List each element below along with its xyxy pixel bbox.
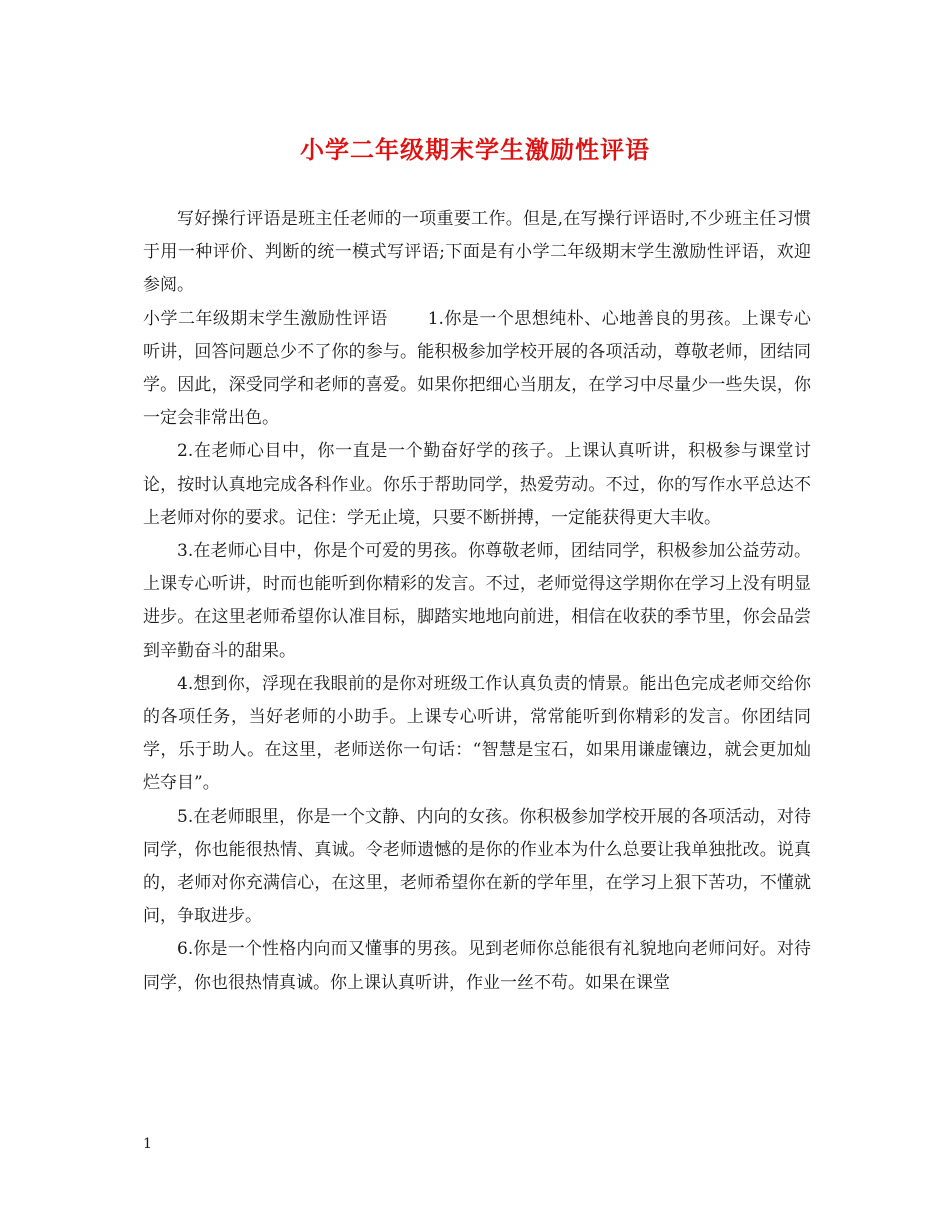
document-body <box>143 203 811 1000</box>
page-number: 1 <box>143 1136 152 1152</box>
comment-4: 4.想到你，浮现在我眼前的是你对班级工作认真负责的情景。能出色完成老师交给你的各项任务，当好老师的小助手。上课专心听讲，常常能听到你精彩的发言。你团结同学，乐于助人。在这里，老师送你一句话：“智慧是宝石，如果用谦虚镶边，就会更加灿烂夺目”。 <box>143 673 811 794</box>
comment-1: 1.你是一个思想纯朴、心地善良的男孩。上课专心听讲，回答问题总少不了你的参与。能积极参加学校开展的各项活动，尊敬老师，团结同学。因此，深受同学和老师的喜爱。如果你把细心当朋友，在学习中尽量少一些失误，你一定会非常出色。 <box>143 308 812 429</box>
first-comment-paragraph <box>143 303 811 436</box>
comment-6: 6.你是一个性格内向而又懂事的男孩。见到老师你总能很有礼貌地向老师问好。对待同学，你也很热情真诚。你上课认真听讲，作业一丝不苟。如果在课堂 <box>143 939 811 993</box>
document-title: 小学二年级期末学生激励性评语 <box>300 135 650 164</box>
comment-3: 3.在老师心目中，你是个可爱的男孩。你尊敬老师，团结同学，积极参加公益劳动。上课专心听讲，时而也能听到你精彩的发言。不过，老师觉得这学期你在学习上没有明显进步。在这里老师希望你认准目标，脚踏实地地向前进，相信在收获的季节里，你会品尝到辛勤奋斗的甜果。 <box>143 541 811 661</box>
comment-2: 2.在老师心目中，你一直是一个勤奋好学的孩子。上课认真听讲，积极参与课堂讨论，按时认真地完成各科作业。你乐于帮助同学，热爱劳动。不过，你的写作水平总达不上老师对你的要求。记住：学无止境，只要不断拼搏，一定能获得更大丰收。 <box>143 441 811 528</box>
comment-5: 5.在老师眼里，你是一个文静、内向的女孩。你积极参加学校开展的各项活动，对待同学，你也能很热情、真诚。令老师遗憾的是你的作业本为什么总要让我单独批改。说真的，老师对你充满信心，在这里，老师希望你在新的学年里，在学习上狠下苦功，不懂就问，争取进步。 <box>143 806 811 927</box>
section-heading: 小学二年级期末学生激励性评语 <box>143 308 388 329</box>
intro-paragraph: 写好操行评语是班主任老师的一项重要工作。但是,在写操行评语时,不少班主任习惯于用一种评价、判断的统一模式写评语;下面是有小学二年级期末学生激励性评语，欢迎参阅。 <box>143 209 811 296</box>
